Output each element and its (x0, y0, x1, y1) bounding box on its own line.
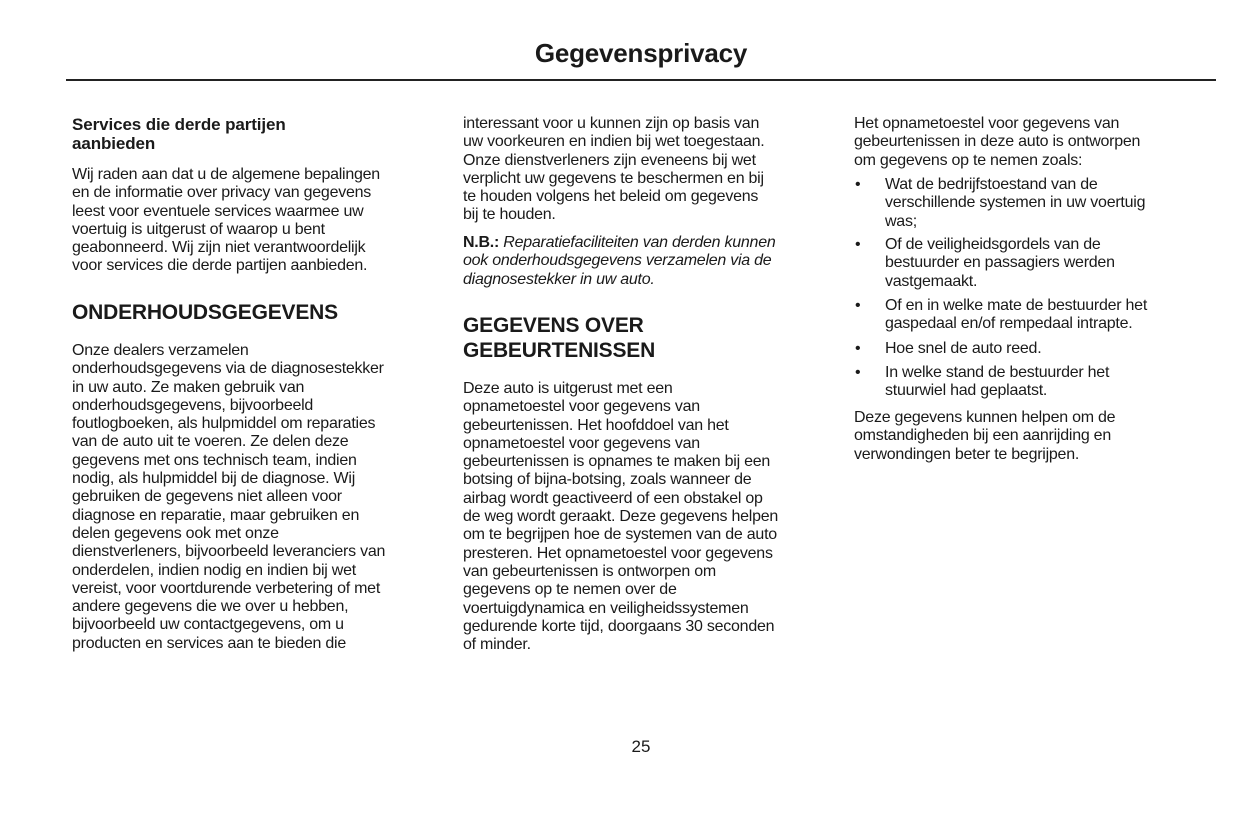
bullet-icon: • (855, 340, 861, 357)
paragraph-maintenance-data: Onze dealers verzamelen onderhoudsgegevens via de diagnosestekker in uw auto. Ze maken gebruik van onderhoudsgegevens, bijvoorbeeld foutlogboeken, als hulpmiddel om reparaties van de auto uit te voeren. Ze delen deze gegevens met ons technisch team, indien nodig, als hulpmiddel bij de diagnose. Wij gebruiken de gegevens niet alleen voor diagnose en reparatie, maar gebruiken en delen gegevens ook met onze dienstverleners, bijvoorbeeld leveranciers van onderdelen, indien nodig en indien bij wet vereist, voor voortdurende verbetering of met andere gegevens die we over u hebben, bijvoorbeeld uw contactgegevens, om u producten en services aan te bieden die (72, 342, 386, 652)
page-number: 25 (631, 737, 651, 756)
section-heading-event-data: GEGEVENS OVER GEBEURTENISSEN (463, 314, 656, 362)
page-title: Gegevensprivacy (534, 38, 748, 68)
paragraph-event-data: Deze auto is uitgerust met een opnametoestel voor gegevens van gebeurtenissen. Het hoofddoel van het opnametoestel voor gegevens van gebeurtenissen is opnames te maken bij een botsing of bijna-botsing, zoals wanneer de airbag wordt geactiveerd of een obstakel op de weg wordt geraakt. Deze gegevens helpen om te begrijpen hoe de systemen van de auto presteren. Het opnametoestel voor gegevens van gebeurtenissen is ontworpen om gegevens op te nemen over de voertuigdynamica en veiligheidssystemen gedurende korte tijd, doorgaans 30 seconden of minder. (463, 380, 779, 654)
bullet-icon: • (855, 297, 861, 314)
note-label: N.B.: (463, 234, 500, 251)
header-divider (66, 79, 1216, 81)
section-heading-maintenance-data: ONDERHOUDSGEGEVENS (72, 301, 338, 324)
paragraph-continued: interessant voor u kunnen zijn op basis van uw voorkeuren en indien bij wet toegestaan. Onze dienstverleners zijn eveneens bij wet verplicht uw gegevens te beschermen en bij te houden volgens het beleid om gegevens bij te houden. (463, 115, 765, 224)
bullet-icon: • (855, 236, 861, 253)
bullet-icon: • (855, 364, 861, 381)
bullet-icon: • (855, 176, 861, 193)
section-heading-third-party-services: Services die derde partijen aanbieden (72, 115, 286, 153)
note-text: Reparatiefaciliteiten van derden kunnen ook onderhoudsgegevens verzamelen via de diagnosestekker in uw auto. (463, 234, 776, 288)
note (463, 234, 776, 289)
paragraph-recorder-intro: Het opnametoestel voor gegevens van gebeurtenissen in deze auto is ontworpen om gegevens op te nemen zoals: (854, 115, 1141, 169)
paragraph-recorder-outro: Deze gegevens kunnen helpen om de omstandigheden bij een aanrijding en verwondingen beter te begrijpen. (854, 409, 1116, 463)
paragraph-third-party-services: Wij raden aan dat u de algemene bepalingen en de informatie over privacy van gegevens leest voor eventuele services waarmee uw voertuig is uitgerust of waarop u bent geabonneerd. Wij zijn niet verantwoordelijk voor services die derde partijen aanbieden. (72, 166, 380, 275)
